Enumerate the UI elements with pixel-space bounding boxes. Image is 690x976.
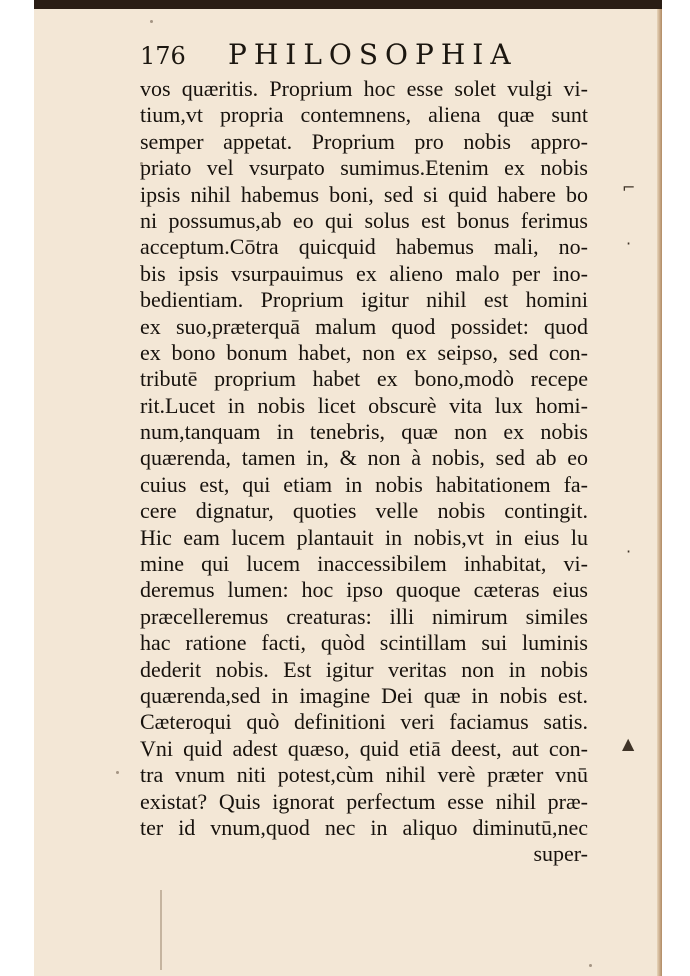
right-page-edge bbox=[657, 9, 662, 976]
text-line: Cæteroqui quò definitioni veri faciamus satis. bbox=[140, 709, 588, 735]
fold-crease bbox=[160, 890, 162, 970]
margin-mark: · bbox=[626, 234, 632, 253]
text-line: tium,vt propria contemnens, aliena quæ sunt bbox=[140, 102, 588, 128]
text-line: ni possumus,ab eo qui solus est bonus ferimus bbox=[140, 207, 588, 233]
text-line: ex suo,præterquā malum quod possidet: quod bbox=[140, 313, 588, 339]
paper-speck bbox=[150, 20, 153, 23]
text-line: dederit nobis. Est igitur veritas non in nobis bbox=[140, 656, 588, 682]
paper-speck bbox=[116, 771, 119, 774]
text-line: hac ratione facti, quòd scintillam sui luminis bbox=[140, 630, 588, 656]
text-line: num,tanquam in tenebris, quæ non ex nobis bbox=[140, 419, 588, 445]
text-line: bis ipsis vsurpauimus ex alieno malo per ino- bbox=[140, 260, 588, 286]
text-line: quærenda,sed in imagine Dei quæ in nobis est. bbox=[140, 682, 588, 708]
text-line: acceptum.Cōtra quicquid habemus mali, no- bbox=[140, 234, 588, 260]
text-line: Vni quid adest quæso, quid etiā deest, aut con- bbox=[140, 735, 588, 761]
text-line: mine qui lucem inaccessibilem inhabitat, vi- bbox=[140, 551, 588, 577]
text-line: ex bono bonum habet, non ex seipso, sed con- bbox=[140, 339, 588, 365]
text-line: existat? Quis ignorat perfectum esse nihil præ- bbox=[140, 788, 588, 814]
top-page-edge bbox=[34, 0, 662, 9]
text-line: vos quæritis. Proprium hoc esse solet vulgi vi- bbox=[140, 76, 588, 101]
text-line: deremus lumen: hoc ipso quoque cæteras eius bbox=[140, 577, 588, 603]
text-line: tra vnum niti potest,cùm nihil verè præter vnū bbox=[140, 762, 588, 788]
text-line: semper appetat. Proprium pro nobis appro- bbox=[140, 128, 588, 154]
text-line: cere dignatur, quoties velle nobis contingit. bbox=[140, 498, 588, 524]
catchword: super- bbox=[533, 841, 588, 867]
margin-mark: · bbox=[626, 542, 632, 561]
page-number: 176 bbox=[140, 42, 186, 70]
text-line: bedientiam. Proprium igitur nihil est homini bbox=[140, 287, 588, 313]
body-text bbox=[140, 76, 588, 868]
running-head: PHILOSOPHIA bbox=[228, 38, 518, 71]
page-header bbox=[140, 38, 590, 74]
paper-speck bbox=[589, 964, 592, 967]
text-line: ipsis nihil habemus boni, sed si quid habere bo bbox=[140, 181, 588, 207]
text-line: priato vel vsurpato sumimus.Etenim ex nobis bbox=[140, 155, 588, 181]
text-line: præcelleremus creaturas: illi nimirum similes bbox=[140, 603, 588, 629]
text-line: quærenda, tamen in, & non à nobis, sed ab eo bbox=[140, 445, 588, 471]
margin-mark: ▲ bbox=[622, 734, 635, 753]
text-line: cuius est, qui etiam in nobis habitationem fa- bbox=[140, 471, 588, 497]
margin-mark: ⌐ bbox=[622, 178, 636, 197]
text-line: Hic eam lucem plantauit in nobis,vt in eius lu bbox=[140, 524, 588, 550]
text-line: rit.Lucet in nobis licet obscurè vita lux homi- bbox=[140, 392, 588, 418]
text-line: tributē proprium habet ex bono,modò recepe bbox=[140, 366, 588, 392]
text-line: ter id vnum,quod nec in aliquo diminutū,nec bbox=[140, 814, 588, 840]
